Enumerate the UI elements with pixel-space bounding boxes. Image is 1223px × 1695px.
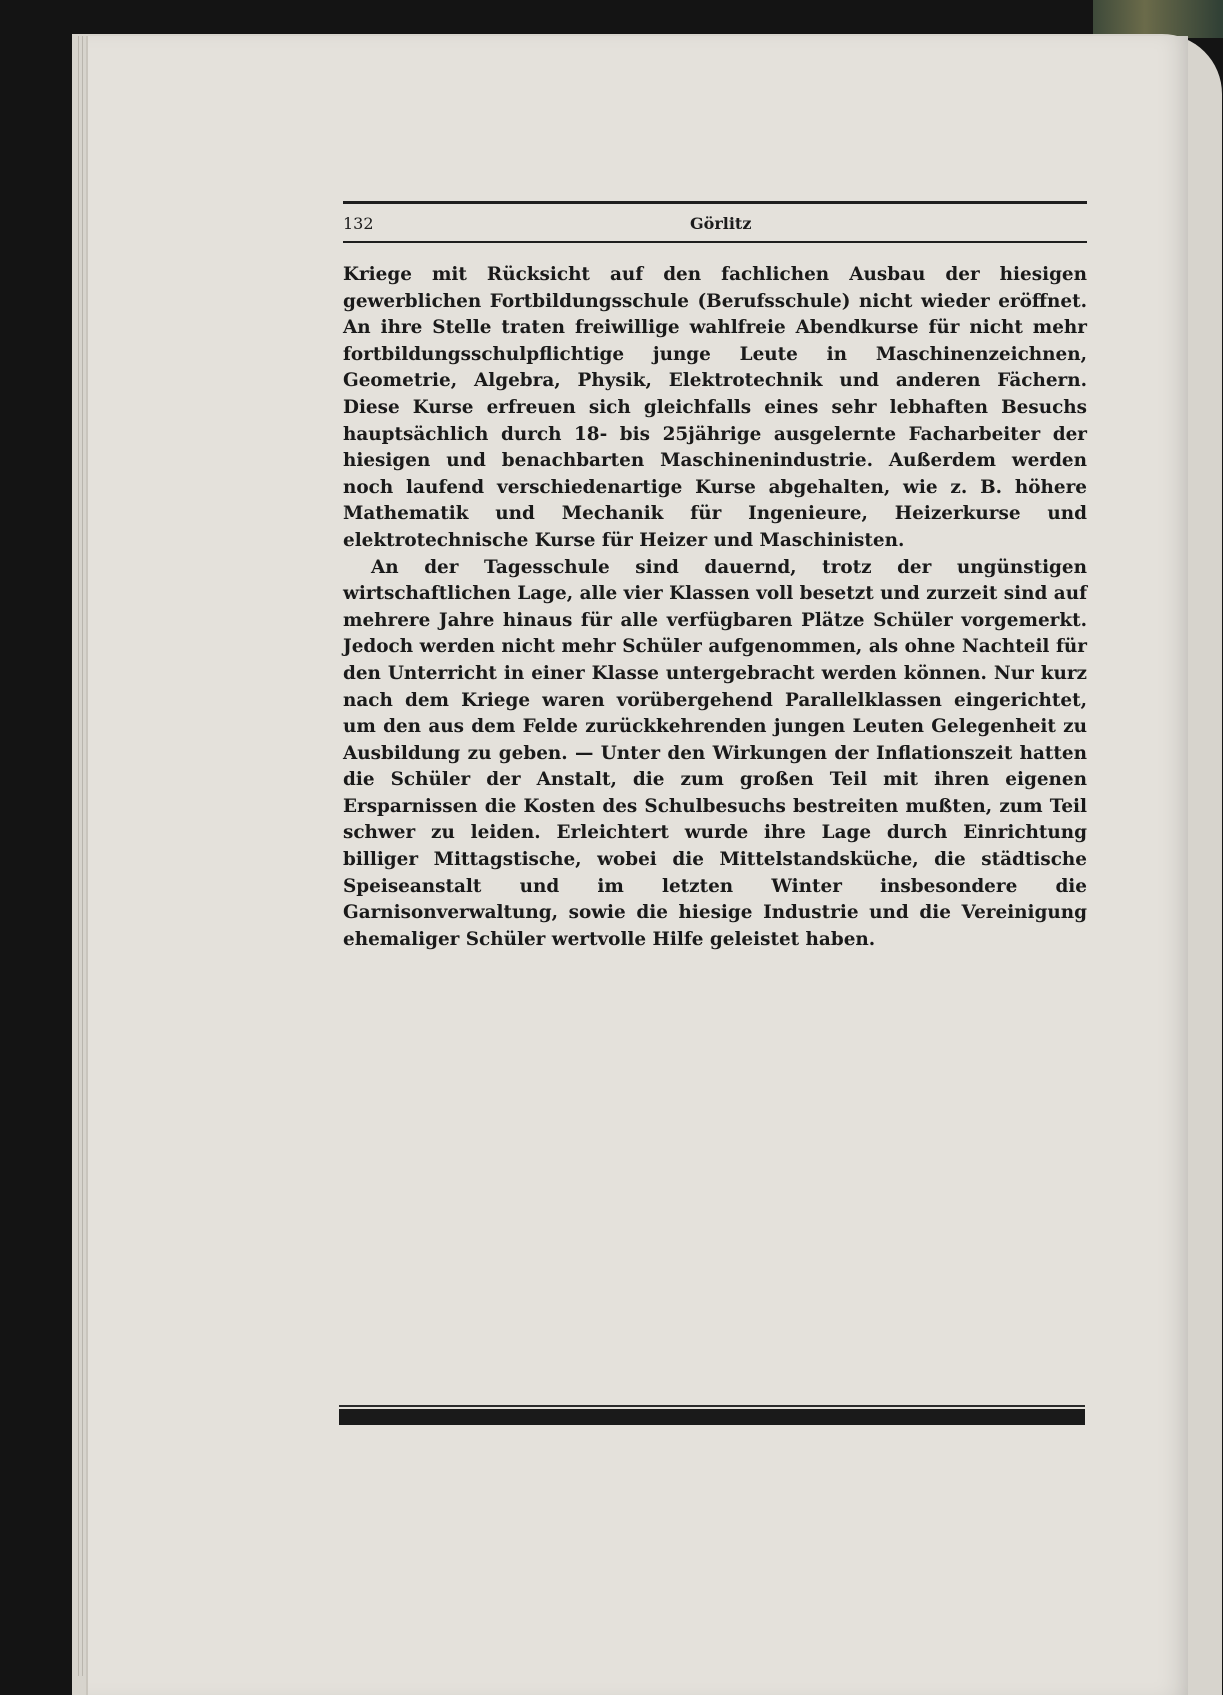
footer-rule-thin	[339, 1405, 1085, 1407]
running-title: Görlitz	[690, 214, 752, 233]
page-edge-line	[78, 36, 79, 1676]
body-text	[343, 262, 1087, 953]
book-cover-corner	[1093, 0, 1223, 38]
header-rule-bottom	[343, 241, 1087, 243]
page-edge-line	[82, 36, 83, 1676]
paragraph: An der Tagesschule sind dauernd, trotz der ungünstigen wirtschaftlichen Lage, alle vier Klassen voll besetzt und zurzeit sind auf mehrere Jahre hinaus für alle verfügbaren Plätze Schüler vorgemerkt. Jedoch werden nicht mehr Schüler aufgenommen, als ohne Nachteil für den Unterricht in einer Klasse untergebracht werden können. Nur kurz nach dem Kriege waren vorübergehend Parallelklassen eingerichtet, um den aus dem Felde zurückkehrenden jungen Leuten Gelegenheit zu Ausbildung zu geben. — Unter den Wirkungen der Inflationszeit hatten die Schüler der Anstalt, die zum großen Teil mit ihren eigenen Ersparnissen die Kosten des Schulbesuchs bestreiten mußten, zum Teil schwer zu leiden. Erleichtert wurde ihre Lage durch Einrichtung billiger Mittagstische, wobei die Mittelstandsküche, die städtische Speiseanstalt und im letzten Winter insbesondere die Garnisonverwaltung, sowie die hiesige Industrie und die Vereinigung ehemaliger Schüler wertvolle Hilfe geleistet haben.	[343, 556, 1087, 950]
page-number: 132	[343, 214, 374, 233]
header-rule-top	[343, 201, 1087, 204]
paragraph: Kriege mit Rücksicht auf den fachlichen Ausbau der hiesigen gewerblichen Fortbildungsschule (Berufsschule) nicht wieder eröffnet. An ihre Stelle traten freiwillige wahlfreie Abendkurse für nicht mehr fortbildungsschulpflichtige junge Leute in Maschinenzeichnen, Geometrie, Algebra, Physik, Elektrotechnik und anderen Fächern. Diese Kurse erfreuen sich gleichfalls eines sehr lebhaften Besuchs hauptsächlich durch 18- bis 25jährige ausgelernte Facharbeiter der hiesigen und benachbarten Maschinenindustrie. Außerdem werden noch laufend verschiedenartige Kurse abgehalten, wie z. B. höhere Mathematik und Mechanik für Ingenieure, Heizerkurse und elektrotechnische Kurse für Heizer und Maschinisten.	[343, 264, 1087, 551]
footer-rule-bar	[339, 1409, 1085, 1425]
